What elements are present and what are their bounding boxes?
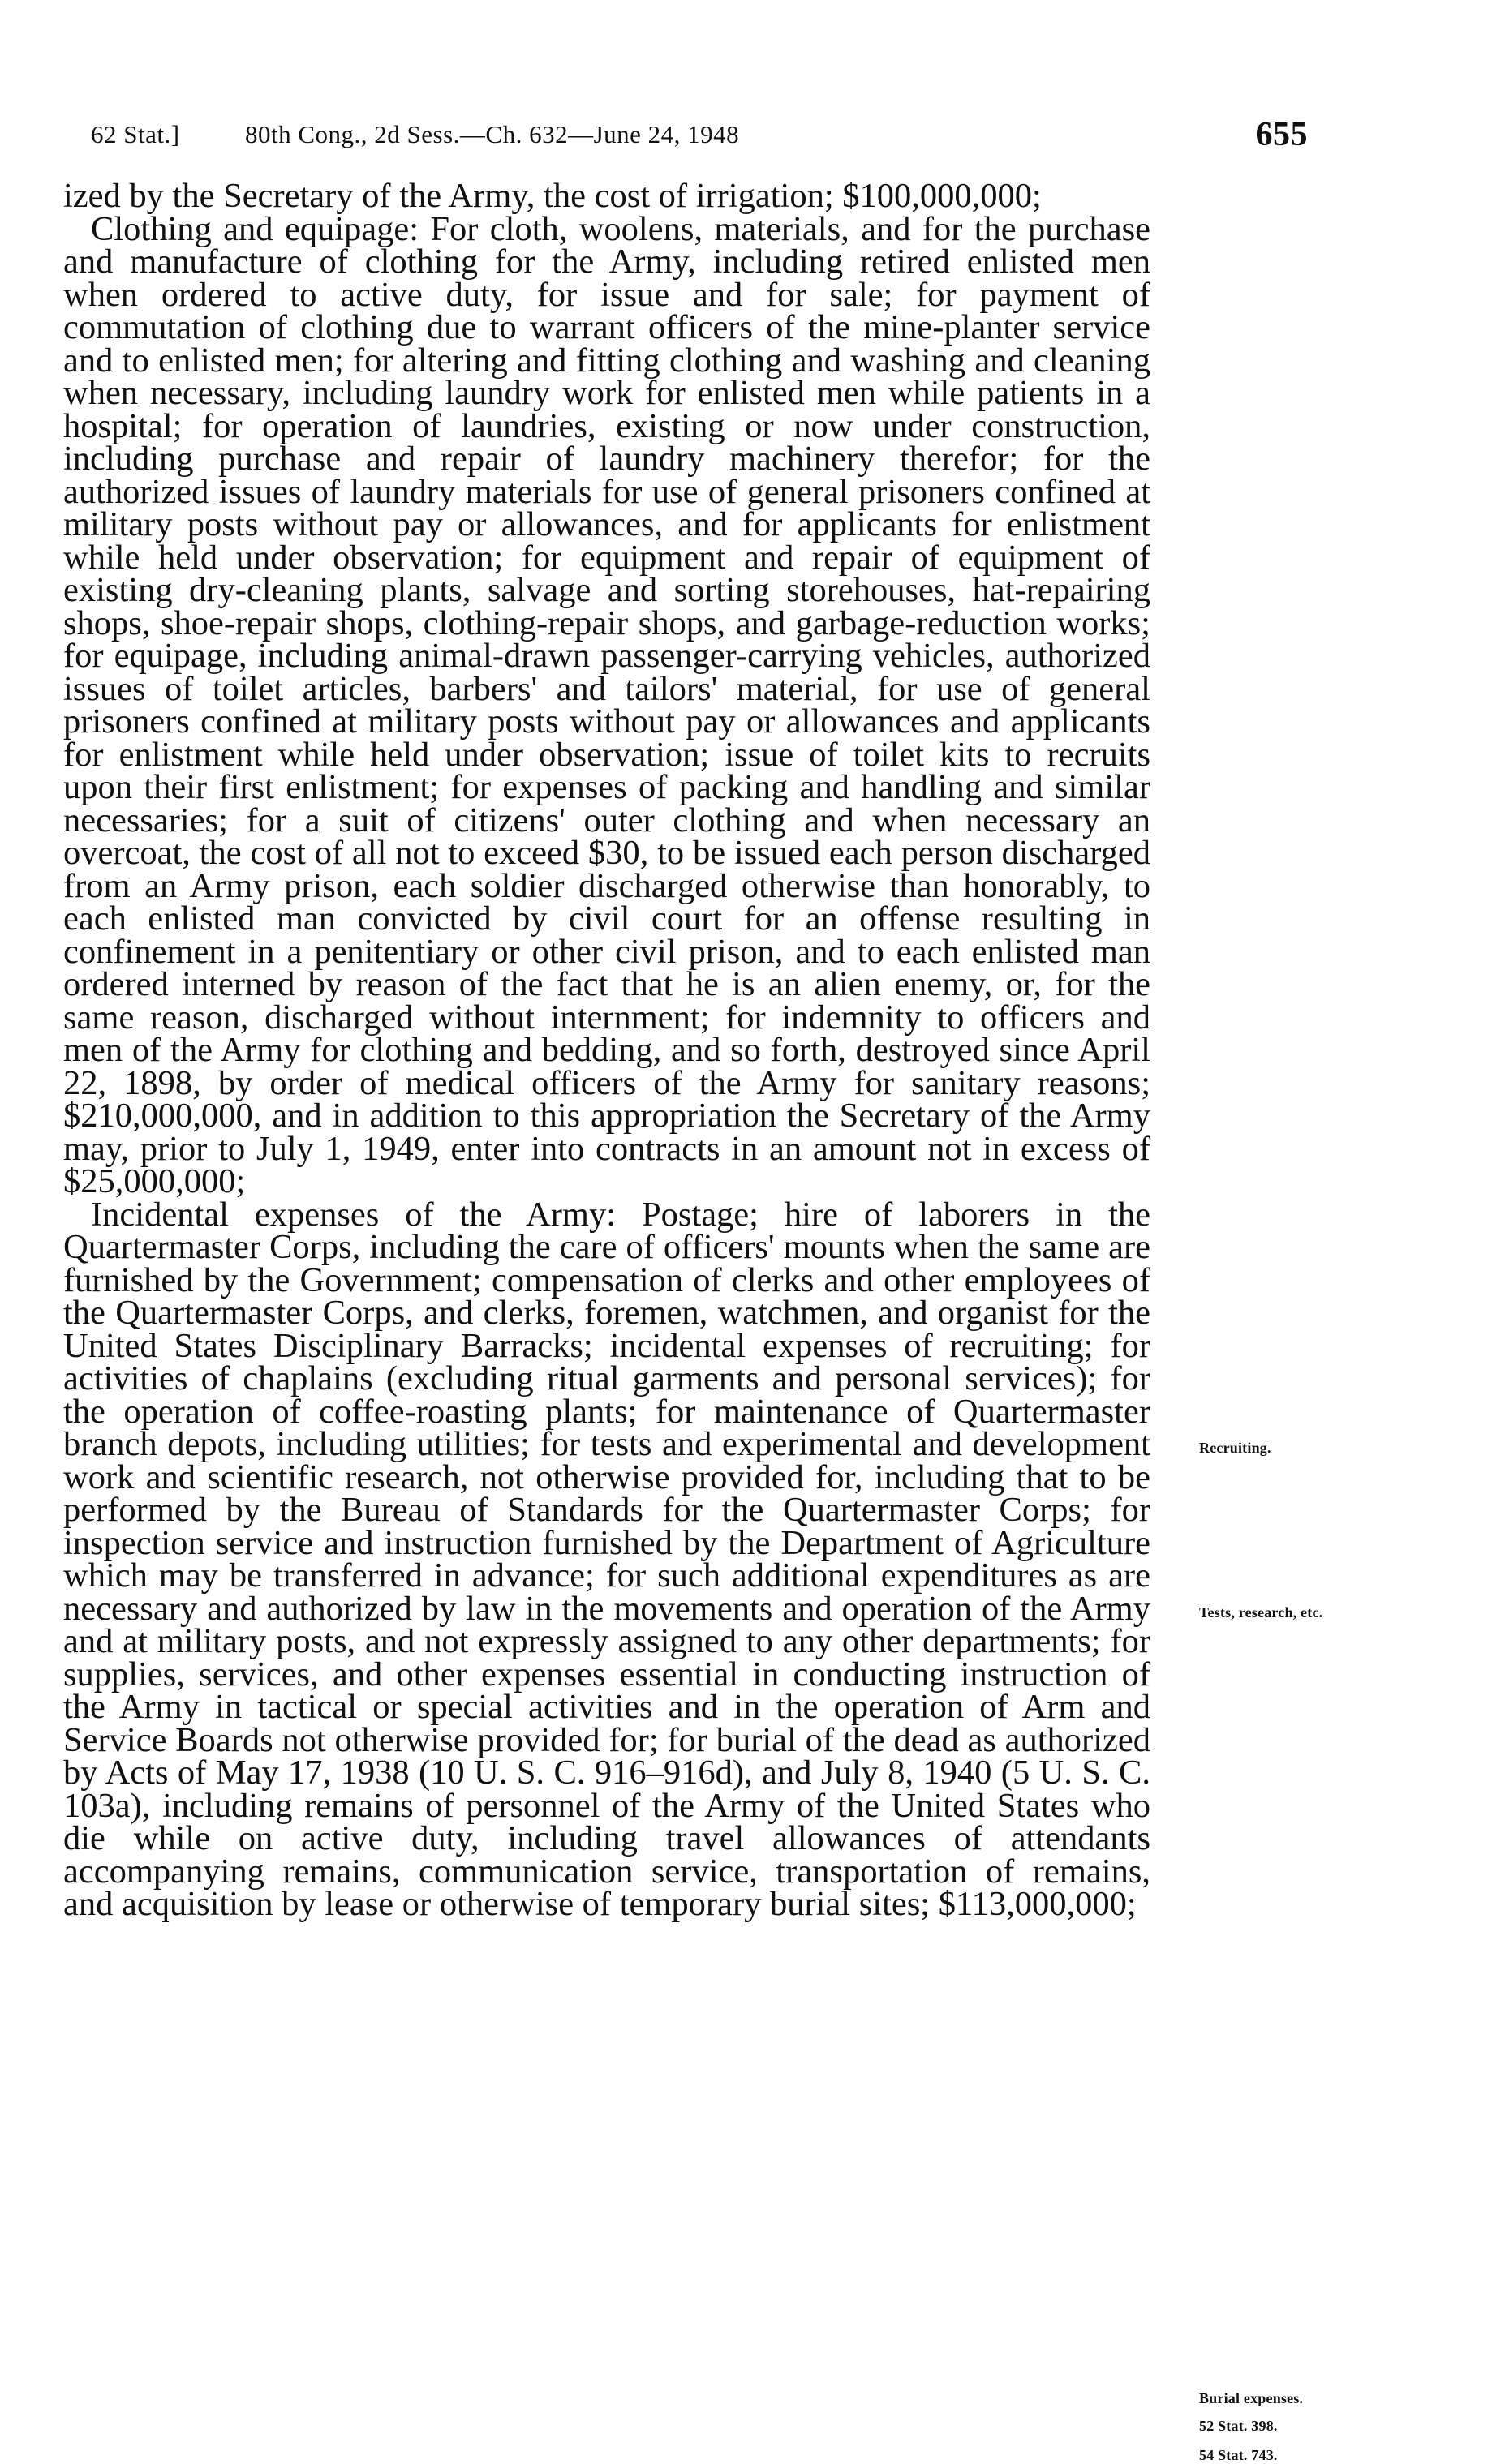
margin-note-recruiting: Recruiting. — [1199, 1440, 1271, 1456]
margin-note-citation-54-stat: 54 Stat. 743. — [1199, 2447, 1278, 2463]
page-number: 655 — [1255, 116, 1308, 153]
margin-note-burial-expenses: Burial expenses. — [1199, 2390, 1304, 2406]
margin-note-citation-52-stat: 52 Stat. 398. — [1199, 2418, 1278, 2434]
paragraph-irrigation: ized by the Secretary of the Army, the cost of irrigation; $100,000,000; — [63, 177, 1042, 215]
paragraph-clothing-and-equipage: Clothing and equipage: For cloth, woolens, materials, and for the purchase and manufacture of clothing for the Army, including retired enlisted men when ordered to active duty, for issue and for sale; for payment of commutation of clothing due to warrant officers of the mine-planter service and to enlisted men; for altering and fitting clothing and washing and cleaning when necessary, including laundry work for enlisted men while patients in a hospital; for operation of laundries, existing or now under construction, including purchase and repair of laundry machinery therefor; for the authorized issues of laundry materials for use of general prisoners confined at military posts without pay or allowances, and for applicants for enlistment while held under observation; for equipment and repair of equipment of existing dry-cleaning plants, salvage and sorting storehouses, hat-repairing shops, shoe-repair shops, clothing-repair shops, and garbage-reduction works; for equipage, including animal-drawn passenger-carrying vehicles, authorized issues of toilet articles, barbers' and tailors' material, for use of general prisoners confined at military posts without pay or allowances and applicants for enlistment while held under observation; issue of toilet kits to recruits upon their first enlistment; for expenses of packing and handling and similar necessaries; for a suit of citizens' outer clothing and when necessary an overcoat, the cost of all not to exceed $30, to be issued each person discharged from an Army prison, each soldier discharged otherwise than honorably, to each enlisted man convicted by civil court for an offense resulting in confinement in a penitentiary or other civil prison, and to each enlisted man ordered interned by reason of the fact that he is an alien enemy, or, for the same reason, discharged without internment; for indemnity to officers and men of the Army for clothing and bedding, and so forth, destroyed since April 22, 1898, by order of medical officers of the Army for sanitary reasons; $210,000,000, and in addition to this appropriation the Secretary of the Army may, prior to July 1, 1949, enter into contracts in an amount not in excess of $25,000,000; — [63, 209, 1150, 1200]
margin-note-tests-research: Tests, research, etc. — [1199, 1604, 1323, 1620]
paragraph-incidental-expenses: Incidental expenses of the Army: Postage; hire of laborers in the Quartermaster Corps, including the care of officers' mounts when the same are furnished by the Government; compensation of clerks and other employees of the Quartermaster Corps, and clerks, foremen, watchmen, and organist for the United States Disciplinary Barracks; incidental expenses of recruiting; for activities of chaplains (excluding ritual garments and personal services); for the operation of coffee-roasting plants; for maintenance of Quartermaster branch depots, including utilities; for tests and experimental and development work and scientific research, not otherwise provided for, including that to be performed by the Bureau of Standards for the Quartermaster Corps; for inspection service and instruction furnished by the Department of Agriculture which may be transferred in advance; for such additional expenditures as are necessary and authorized by law in the movements and operation of the Army and at military posts, and not expressly assigned to any other departments; for supplies, services, and other expenses essential in conducting instruction of the Army in tactical or special activities and in the operation of Arm and Service Boards not otherwise provided for; for burial of the dead as authorized by Acts of May 17, 1938 (10 U. S. C. 916–916d), and July 8, 1940 (5 U. S. C. 103a), including remains of personnel of the Army of the United States who die while on active duty, including travel allowances of attendants accompanying remains, communication service, transportation of remains, and acquisition by lease or otherwise of temporary burial sites; $113,000,000; — [63, 1195, 1150, 1923]
session-chapter-date: 80th Cong., 2d Sess.—Ch. 632—June 24, 1948 — [245, 120, 740, 148]
statute-volume: 62 Stat.] — [91, 120, 180, 148]
statute-text — [63, 177, 1150, 1923]
running-header — [91, 116, 1308, 161]
